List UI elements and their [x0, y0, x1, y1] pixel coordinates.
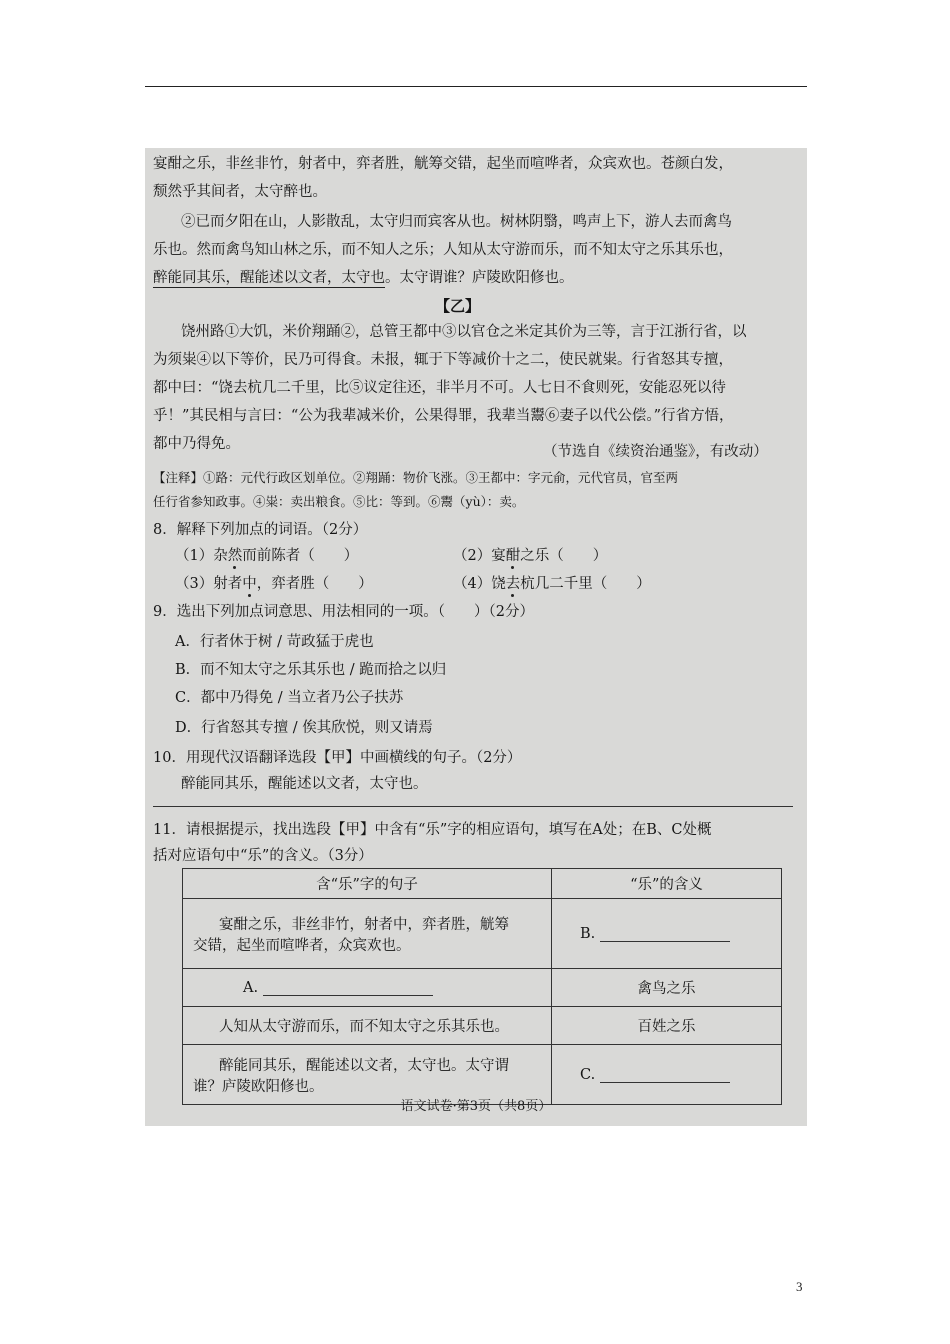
para2-line3-rest: 。太守谓谁？庐陵欧阳修也。 [385, 270, 574, 286]
header-rule [145, 86, 807, 87]
dotted-char: 中 [242, 576, 257, 592]
question-9-option-b: B．而不知太守之乐其乐也 / 跪而拾之以归 [175, 662, 447, 678]
table-header-meaning: “乐”的含义 [552, 869, 782, 899]
dotted-char: 然 [227, 548, 243, 564]
question-11-stem-line2: 括对应语句中“乐”的含义。（3分） [153, 848, 373, 864]
passage-jia-para2-line1: ②已而夕阳在山，人影散乱，太守归而宾客从也。树林阴翳，鸣声上下，游人去而禽鸟 [181, 214, 732, 230]
passage-yi-line3: 都中曰：“饶去杭几二千里，比⑤议定往还，非半月不可。人七日不食则死，安能忍死以待 [153, 380, 726, 396]
passage-jia-para2-line3 [153, 268, 574, 288]
annotation-line1: 【注释】①路：元代行政区划单位。②翔踊：物价飞涨。③王都中：字元俞，元代官员，官至两 [153, 470, 679, 485]
table-row2-sentence[interactable]: A. [183, 969, 552, 1007]
question-8-item4: （4）饶去杭几二千里（ ） [453, 576, 651, 592]
table-header-sentence: 含“乐”字的句子 [183, 869, 552, 899]
passage-yi-line2: 为须粜④以下等价，民乃可得食。未报，辄于下等减价十之二，使民就粜。行省怒其专擅， [153, 352, 733, 368]
question-11-table [182, 868, 782, 1105]
table-row3-meaning: 百姓之乐 [552, 1007, 782, 1045]
passage-jia-line2: 颓然乎其间者，太守醉也。 [153, 184, 327, 200]
dotted-char: 去 [505, 576, 521, 592]
table-row1-meaning[interactable]: B. [552, 899, 782, 969]
annotation-line2: 任行省参知政事。④粜：卖出粮食。⑤比：等到。⑥鬻（yù）：卖。 [153, 494, 525, 509]
question-8-item1: （1）杂然而前陈者（ ） [175, 548, 359, 564]
question-8-item2: （2）宴酣之乐（ ） [453, 548, 608, 564]
question-9-stem: 9．选出下列加点词意思、用法相同的一项。（ ）（2分） [153, 604, 534, 620]
question-11-stem-line1: 11．请根据提示，找出选段【甲】中含有“乐”字的相应语句，填写在A处；在B、C处概 [153, 822, 712, 838]
question-8-stem: 8．解释下列加点的词语。（2分） [153, 522, 368, 538]
table-row2-meaning: 禽鸟之乐 [552, 969, 782, 1007]
passage-jia-para2-line2: 乐也。然而禽鸟知山林之乐，而不知人之乐；人知从太守游而乐，而不知太守之乐其乐也， [153, 242, 733, 258]
question-9-option-a: A．行者休于树 / 苛政猛于虎也 [175, 634, 374, 650]
question-10-sentence: 醉能同其乐，醒能述以文者，太守也。 [181, 776, 428, 792]
table-row3-sentence: 人知从太守游而乐，而不知太守之乐其乐也。 [183, 1007, 552, 1045]
passage-yi-line5: 都中乃得免。 [153, 436, 240, 452]
answer-blank-a [263, 981, 433, 996]
passage-yi-line1: 饶州路①大饥，米价翔踊②，总管王都中③以官仓之米定其价为三等，言于江浙行省，以 [181, 324, 747, 340]
underlined-sentence: 醉能同其乐，醒能述以文者，太守也 [153, 270, 385, 286]
table-row1-sentence: 宴酣之乐，非丝非竹，射者中，弈者胜，觥筹 交错，起坐而喧哗者，众宾欢也。 [183, 899, 552, 969]
passage-yi-line4: 乎！”其民相与言曰：“公为我辈减米价，公果得罪，我辈当鬻⑥妻子以代公偿。”行省方悟， [153, 408, 734, 424]
dotted-char: 酣 [505, 548, 521, 564]
page-number: 3 [796, 1279, 803, 1294]
table-row4-sentence: 醉能同其乐，醒能述以文者，太守也。太守谓 谁？庐陵欧阳修也。 [183, 1045, 552, 1105]
question-10-stem: 10．用现代汉语翻译选段【甲】中画横线的句子。（2分） [153, 750, 522, 766]
exam-page-footer: 语文试卷·第3页（共8页） [400, 1099, 552, 1114]
question-9-option-d: D．行省怒其专擅 / 俟其欣悦，则又请焉 [175, 720, 433, 736]
answer-line [153, 806, 793, 807]
question-8-item3: （3）射者中，弈者胜（ ） [175, 576, 373, 592]
scanned-exam-page [145, 148, 807, 1126]
passage-jia-line1: 宴酣之乐，非丝非竹，射者中，弈者胜，觥筹交错，起坐而喧哗者，众宾欢也。苍颜白发， [153, 156, 733, 172]
section-yi-heading: 【乙】 [435, 297, 481, 315]
answer-blank-c [600, 1068, 730, 1083]
table-row4-meaning[interactable]: C. [552, 1045, 782, 1105]
answer-blank-b [600, 927, 730, 942]
question-9-option-c: C．都中乃得免 / 当立者乃公子扶苏 [175, 690, 404, 706]
passage-source: （节选自《续资治通鉴》，有改动） [543, 444, 768, 460]
